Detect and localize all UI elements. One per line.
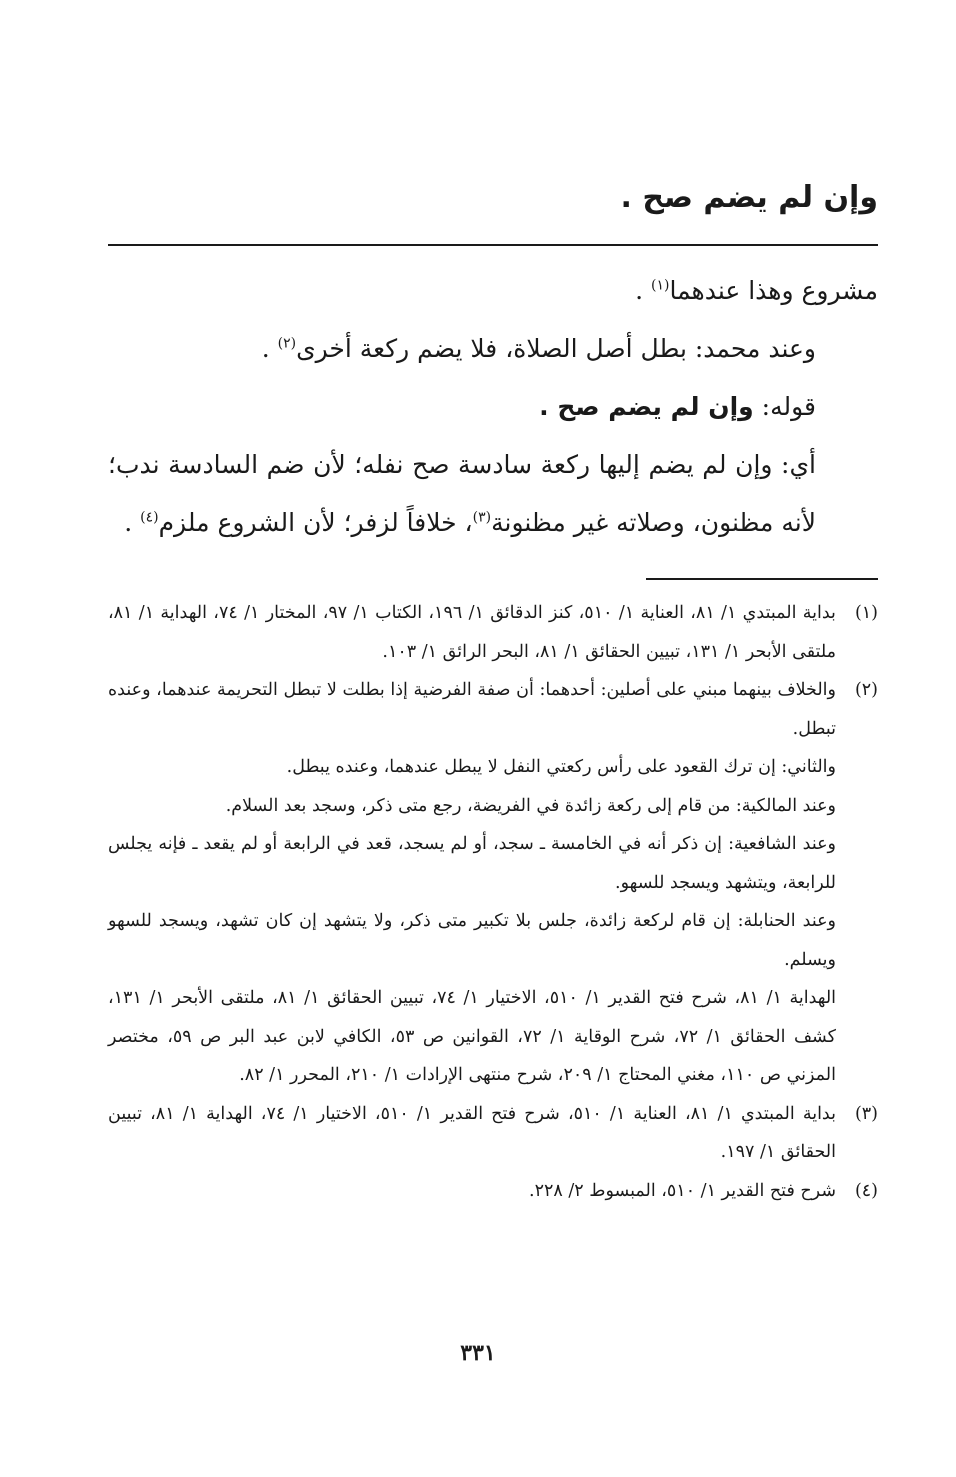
footnote-ref-3[interactable]: (٣) xyxy=(472,509,492,526)
footnote-4 xyxy=(108,1172,878,1211)
footnote-1 xyxy=(108,594,878,671)
footnote-2-text-6: الهداية ١/ ٨١، شرح فتح القدير ١/ ٥١٠، الاختيار ١/ ٧٤، تبيين الحقائق ١/ ٨١، ملتقى الأبحر ١/ ١٣١، كشف الحقائق ١/ ٧٢، شرح الوقاية ١/ ٧٢، القوانين ص ٥٣، الكافي لابن عبد البر ص ٥٩، مختصر المزني ص ١١٠، مغني المحتاج ١/ ٢٠٩، شرح منتهى الإرادات ١/ ٢١٠، المحرر ١/ ٨٢. xyxy=(108,988,837,1085)
footnote-2-text-2: والثاني: إن ترك القعود على رأس ركعتي النفل لا يبطل عندهما، وعنده يبطل. xyxy=(286,757,836,777)
paragraph-1 xyxy=(108,262,878,320)
footnotes xyxy=(108,594,878,1210)
paragraph-2 xyxy=(108,320,878,378)
paragraph-2-end: . xyxy=(261,334,278,363)
footnote-4-text: شرح فتح القدير ١/ ٥١٠، المبسوط ٢/ ٢٢٨. xyxy=(529,1180,836,1201)
footnote-3-text: بداية المبتدي ١/ ٨١، العناية ١/ ٥١٠، شرح فتح القدير ١/ ٥١٠، الاختيار ١/ ٧٤، الهداية ١/ ٨١، تبيين الحقائق ١/ ١٩٧. xyxy=(108,1103,836,1162)
paragraph-3-lemma: وإن لم يضم صح . xyxy=(539,392,754,421)
footnote-1-number: (١) xyxy=(854,603,878,623)
footnote-ref-2[interactable]: (٢) xyxy=(277,335,297,352)
page-number: ٣٣١ xyxy=(460,1340,496,1366)
footnote-ref-1[interactable]: (١) xyxy=(650,277,670,294)
header-rule xyxy=(108,244,878,246)
footnote-2-text-3: وعند المالكية: من قام إلى ركعة زائدة في الفريضة، رجع متى ذكر، وسجد بعد السلام. xyxy=(225,795,836,816)
footnote-2-text-5: وعند الحنابلة: إن قام لركعة زائدة، جلس بلا تكبير متى ذكر، ولا يتشهد إن كان تشهد، ويسجد للسهو ويسلم. xyxy=(108,911,836,970)
footnote-2-body xyxy=(108,671,836,1095)
footnote-2-number: (٢) xyxy=(854,680,878,700)
footnote-4-body xyxy=(108,1172,836,1211)
footnote-2-text-4: وعند الشافعية: إن ذكر أنه في الخامسة ـ سجد، أو لم يسجد، قعد في الرابعة أو لم يقعد ـ فإنه يجلس للرابعة، ويتشهد ويسجد للسهو. xyxy=(108,834,836,893)
page-headline: وإن لم يضم صح . xyxy=(620,180,878,215)
footnote-2 xyxy=(108,671,878,1095)
page-content xyxy=(108,170,878,1210)
paragraph-3 xyxy=(108,378,878,436)
footnote-1-body xyxy=(108,594,836,671)
paragraph-1-text: مشروع وهذا عندهما xyxy=(669,276,878,305)
footnote-1-text: بداية المبتدي ١/ ٨١، العناية ١/ ٥١٠، كنز الدقائق ١/ ١٩٦، الكتاب ١/ ٩٧، المختار ١/ ٧٤، الهداية ١/ ٨١، ملتقى الأبحر ١/ ١٣١، تبيين الحقائق ١/ ٨١، البحر الرائق ١/ ١٠٣. xyxy=(108,603,836,662)
paragraph-4-text-a: أي: وإن لم يضم إليها ركعة سادسة صح نفله؛ لأن ضم السادسة ندب؛ لأنه مظنون، وصلاته غير مظنونة xyxy=(108,450,816,537)
footnote-4-number: (٤) xyxy=(854,1180,878,1201)
footnote-3-number: (٣) xyxy=(854,1103,878,1124)
paragraph-4-text-b: ، خلافاً لزفر؛ لأن الشروع ملزم xyxy=(158,508,473,537)
footnote-3-body xyxy=(108,1095,836,1172)
footnote-3 xyxy=(108,1095,878,1172)
footnote-ref-4[interactable]: (٤) xyxy=(140,509,159,526)
footnote-2-text-1: والخلاف بينهما مبني على أصلين: أحدهما: أن صفة الفرضية إذا بطلت لا تبطل التحريمة عندهما، وعنده تبطل. xyxy=(108,680,836,739)
paragraph-2-text: وعند محمد: بطل أصل الصلاة، فلا يضم ركعة أخرى xyxy=(296,334,816,363)
footnote-separator xyxy=(646,578,878,580)
paragraph-4 xyxy=(108,436,878,552)
paragraph-3-lead: قوله: xyxy=(753,392,816,421)
paragraph-4-end: . xyxy=(124,508,141,537)
paragraph-1-end: . xyxy=(635,276,651,305)
